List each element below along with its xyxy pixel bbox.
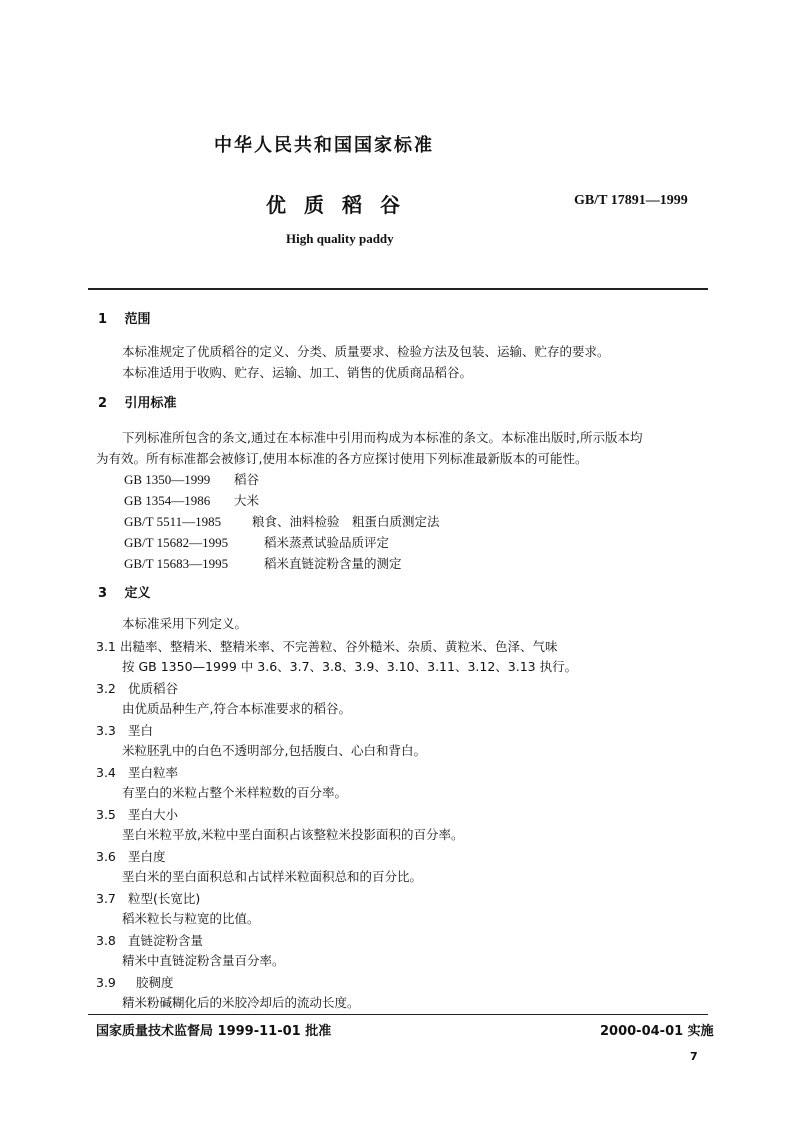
clause-3-5-text: 垩白米粒平放,米粒中垩白面积占该整粒米投影面积的百分率。: [122, 827, 464, 842]
section-1-number: 1: [98, 312, 108, 327]
clause-3-8-heading: [96, 930, 203, 949]
reference-name: 稻米蒸煮试验品质评定: [264, 535, 390, 550]
clause-3-1-text: 按 GB 1350—1999 中 3.6、3.7、3.8、3.9、3.10、3.11、3.12、3.13 执行。: [122, 659, 578, 674]
section-2-paragraph-line-2: 为有效。所有标准都会被修订,使用本标准的各方应探讨使用下列标准最新版本的可能性。: [96, 451, 588, 466]
section-3-number: 3: [98, 586, 108, 601]
clause-label: 出糙率、整精米、整精米率、不完善粒、谷外糙米、杂质、黄粒米、色泽、气味: [120, 639, 558, 654]
reference-item: [124, 512, 440, 530]
clause-number: 3.6: [96, 849, 116, 864]
footer-rule: [88, 1014, 708, 1015]
clause-3-3-text: 米粒胚乳中的白色不透明部分,包括腹白、心白和背白。: [122, 743, 426, 758]
clause-3-4-text: 有垩白的米粒占整个米样粒数的百分率。: [122, 785, 348, 800]
clause-label: 垩白: [128, 723, 154, 738]
english-title: High quality paddy: [286, 231, 394, 246]
clause-3-1-heading: [96, 636, 558, 655]
clause-3-7-heading: [96, 888, 200, 907]
clause-number: 3.3: [96, 723, 116, 738]
clause-label: 粒型(长宽比): [128, 891, 201, 906]
section-2-number: 2: [98, 396, 108, 411]
standard-title: 优质稻谷: [266, 193, 418, 217]
clause-label: 垩白度: [128, 849, 166, 864]
clause-3-3-heading: [96, 720, 153, 739]
clause-3-2-text: 由优质品种生产,符合本标准要求的稻谷。: [122, 701, 351, 716]
approval-line: 国家质量技术监督局 1999-11-01 批准: [96, 1024, 332, 1039]
reference-code: GB/T 15682—1995: [124, 535, 229, 550]
reference-code: GB 1354—1986: [124, 493, 211, 508]
section-1-heading: [98, 308, 151, 327]
clause-label: 直链淀粉含量: [128, 933, 204, 948]
reference-item: [124, 470, 259, 488]
section-1-paragraph-1: 本标准规定了优质稻谷的定义、分类、质量要求、检验方法及包装、运输、贮存的要求。: [122, 344, 610, 359]
section-3-title: 定义: [124, 586, 151, 601]
clause-3-6-heading: [96, 846, 166, 865]
clause-label: 垩白粒率: [128, 765, 179, 780]
reference-name: 稻谷: [234, 472, 260, 487]
page-number: 7: [690, 1050, 698, 1063]
clause-label: 垩白大小: [128, 807, 179, 822]
reference-name: 粮食、油料检验 粗蛋白质测定法: [252, 514, 440, 529]
section-1-paragraph-2: 本标准适用于收购、贮存、运输、加工、销售的优质商品稻谷。: [122, 365, 473, 380]
clause-number: 3.8: [96, 933, 116, 948]
section-2-title: 引用标准: [124, 396, 177, 411]
clause-3-5-heading: [96, 804, 178, 823]
reference-name: 稻米直链淀粉含量的测定: [264, 556, 402, 571]
reference-code: GB 1350—1999: [124, 472, 211, 487]
clause-number: 3.5: [96, 807, 116, 822]
reference-name: 大米: [234, 493, 260, 508]
clause-3-7-text: 稻米粒长与粒宽的比值。: [122, 911, 260, 926]
reference-code: GB/T 15683—1995: [124, 556, 229, 571]
clause-number: 3.4: [96, 765, 116, 780]
reference-item: [124, 491, 259, 509]
section-3-intro: 本标准采用下列定义。: [122, 616, 248, 631]
implementation-date: 2000-04-01 实施: [600, 1024, 714, 1039]
national-standard-heading: 中华人民共和国国家标准: [214, 135, 434, 156]
reference-item: [124, 554, 402, 572]
clause-label: 胶稠度: [136, 975, 174, 990]
clause-number: 3.9: [96, 975, 116, 990]
clause-3-9-text: 精米粉碱糊化后的米胶冷却后的流动长度。: [122, 995, 360, 1010]
clause-number: 3.7: [96, 891, 116, 906]
clause-3-2-heading: [96, 678, 178, 697]
reference-item: [124, 533, 389, 551]
section-2-heading: [98, 392, 177, 411]
clause-label: 优质稻谷: [128, 681, 179, 696]
clause-number: 3.2: [96, 681, 116, 696]
section-1-title: 范围: [124, 312, 151, 327]
clause-3-6-text: 垩白米的垩白面积总和占试样米粒面积总和的百分比。: [122, 869, 423, 884]
clause-number: 3.1: [96, 639, 116, 654]
section-2-paragraph-line-1: 下列标准所包含的条文,通过在本标准中引用而构成为本标准的条文。本标准出版时,所示版本均: [122, 430, 643, 445]
standard-code: GB/T 17891—1999: [574, 193, 688, 208]
clause-3-9-heading: [96, 972, 174, 991]
reference-code: GB/T 5511—1985: [124, 514, 222, 529]
clause-3-4-heading: [96, 762, 178, 781]
section-3-heading: [98, 582, 151, 601]
header-rule: [88, 288, 708, 290]
clause-3-8-text: 精米中直链淀粉含量百分率。: [122, 953, 285, 968]
